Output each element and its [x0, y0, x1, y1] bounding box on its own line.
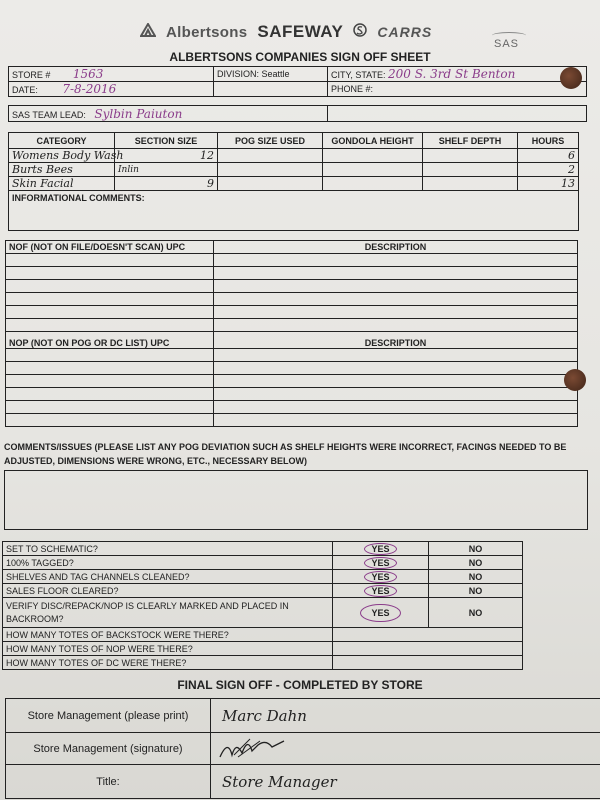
checklist-table: [2, 541, 523, 670]
section-size-header: SECTION SIZE: [115, 133, 218, 149]
informational-comments-label: INFORMATIONAL COMMENTS:: [12, 193, 145, 203]
no-label: NO: [468, 543, 483, 554]
shelf-depth-cell[interactable]: [423, 149, 518, 163]
yes-label: YES: [364, 585, 396, 597]
table-row: [3, 542, 523, 556]
date-cell[interactable]: [9, 82, 214, 97]
table-row: [6, 362, 578, 375]
table-row: [3, 598, 523, 628]
yes-label: YES: [364, 557, 396, 569]
checklist-question: 100% TAGGED?: [3, 556, 333, 570]
table-row: [6, 254, 578, 267]
checklist-question: SET TO SCHEMATIC?: [3, 542, 333, 556]
phone-label: PHONE #:: [331, 84, 374, 94]
comments-label-line2: ADJUSTED, DIMENSIONS WERE WRONG, ETC., NECESSARY BELOW): [4, 456, 308, 466]
nop-description-cell[interactable]: [214, 375, 578, 388]
table-row: [6, 319, 578, 332]
sas-logo: SAS: [494, 38, 520, 50]
pog-size-cell[interactable]: [218, 149, 323, 163]
yes-label: YES: [360, 604, 400, 622]
category-cell[interactable]: Burts Bees: [9, 163, 115, 177]
yes-option[interactable]: [333, 542, 429, 556]
checklist-question: [3, 598, 333, 628]
team-lead-label: SAS TEAM LEAD:: [12, 109, 86, 120]
category-table: [8, 132, 579, 231]
shelf-depth-cell[interactable]: [423, 163, 518, 177]
table-row: [3, 656, 523, 670]
pog-size-cell[interactable]: [218, 177, 323, 191]
hours-cell[interactable]: 2: [518, 163, 579, 177]
mgmt-signature-label: Store Management (signature): [6, 733, 211, 765]
table-row: [6, 280, 578, 293]
store-info-table: [8, 66, 587, 97]
final-sign-off-title: FINAL SIGN OFF - COMPLETED BY STORE: [177, 678, 423, 692]
nof-description-cell[interactable]: [214, 306, 578, 319]
yes-option[interactable]: [333, 556, 429, 570]
checklist-question-line1: VERIFY DISC/REPACK/NOP IS CLEARLY MARKED AND PLACED IN: [6, 600, 289, 611]
nof-upc-header: NOF (NOT ON FILE/DOESN'T SCAN) UPC: [6, 241, 214, 254]
safeway-s-icon: [353, 23, 367, 42]
totes-question: HOW MANY TOTES OF BACKSTOCK WERE THERE?: [3, 628, 333, 642]
gondola-height-cell[interactable]: [323, 149, 423, 163]
totes-answer-field[interactable]: [333, 642, 523, 656]
date-value: 7-8-2016: [62, 82, 117, 96]
no-option[interactable]: [429, 556, 523, 570]
mgmt-print-label: Store Management (please print): [6, 699, 211, 733]
nop-upc-cell[interactable]: [6, 375, 214, 388]
nop-upc-cell[interactable]: [6, 401, 214, 414]
nop-description-cell[interactable]: [214, 362, 578, 375]
team-lead-value: Sylbin Paiuton: [94, 106, 183, 121]
table-row: [6, 401, 578, 414]
final-sign-off-table: [5, 698, 600, 799]
team-lead-spacer: [328, 106, 587, 122]
yes-option[interactable]: [333, 598, 429, 628]
store-number-cell[interactable]: [9, 67, 214, 82]
category-header: CATEGORY: [9, 133, 115, 149]
table-row: [3, 628, 523, 642]
informational-comments-field[interactable]: [9, 191, 579, 231]
division-value: Seattle: [261, 69, 290, 79]
category-cell[interactable]: Skin Facial: [9, 177, 115, 191]
albertsons-logo-icon: [140, 23, 156, 42]
table-row: [3, 584, 523, 598]
totes-question: HOW MANY TOTES OF DC WERE THERE?: [3, 656, 333, 670]
no-option[interactable]: [429, 542, 523, 556]
table-row: [6, 375, 578, 388]
table-row: [3, 642, 523, 656]
checklist-question-line2: BACKROOM?: [6, 613, 64, 624]
pog-size-cell[interactable]: [218, 163, 323, 177]
nof-upc-cell[interactable]: [6, 267, 214, 280]
table-row: [6, 388, 578, 401]
nop-upc-cell[interactable]: [6, 388, 214, 401]
no-label: NO: [468, 607, 483, 618]
nop-upc-cell[interactable]: [6, 414, 214, 427]
checklist-question: SALES FLOOR CLEARED?: [3, 584, 333, 598]
title-value: Store Manager: [222, 772, 337, 791]
nop-upc-header: NOP (NOT ON POG OR DC LIST) UPC: [6, 332, 214, 349]
table-row: [3, 570, 523, 584]
brand-logos: [140, 20, 432, 44]
gondola-height-header: GONDOLA HEIGHT: [323, 133, 423, 149]
table-row: [9, 149, 579, 163]
gondola-height-cell[interactable]: [323, 163, 423, 177]
comments-label-line1: COMMENTS/ISSUES (PLEASE LIST ANY POG DEVIATION SUCH AS SHELF HEIGHTS WERE INCORRECT, FACINGS NEEDED TO BE: [4, 442, 567, 452]
comments-field[interactable]: [4, 470, 588, 530]
table-row: [9, 163, 579, 177]
hours-cell[interactable]: 6: [518, 149, 579, 163]
nof-description-cell[interactable]: [214, 267, 578, 280]
nof-description-cell[interactable]: [214, 280, 578, 293]
nof-upc-cell[interactable]: [6, 280, 214, 293]
checklist-question: SHELVES AND TAG CHANNELS CLEANED?: [3, 570, 333, 584]
nof-description-cell[interactable]: [214, 254, 578, 267]
section-size-cell[interactable]: 9: [115, 177, 218, 191]
table-row: [6, 293, 578, 306]
binder-hole-middle: [564, 369, 586, 391]
nop-description-cell[interactable]: [214, 414, 578, 427]
title-field[interactable]: [211, 765, 600, 799]
shelf-depth-cell[interactable]: [423, 177, 518, 191]
store-number-label: STORE #: [12, 70, 51, 80]
no-option[interactable]: [429, 598, 523, 628]
phone-cell[interactable]: [328, 82, 587, 97]
hours-cell[interactable]: 13: [518, 177, 579, 191]
no-label: NO: [468, 571, 483, 582]
table-row: [6, 267, 578, 280]
nop-description-cell[interactable]: [214, 349, 578, 362]
nof-description-cell[interactable]: [214, 319, 578, 332]
no-label: NO: [468, 585, 483, 596]
mgmt-signature-field[interactable]: [211, 733, 600, 765]
section-size-cell[interactable]: 12: [115, 149, 218, 163]
pog-size-header: POG SIZE USED: [218, 133, 323, 149]
hours-header: HOURS: [518, 133, 579, 149]
brand-carrs: CARRS: [377, 24, 433, 40]
nop-description-header: DESCRIPTION: [214, 332, 578, 349]
no-option[interactable]: [429, 570, 523, 584]
page-title: ALBERTSONS COMPANIES SIGN OFF SHEET: [169, 50, 431, 64]
comments-instructions: [4, 440, 584, 468]
nop-description-cell[interactable]: [214, 388, 578, 401]
nof-nop-table: [5, 240, 578, 427]
team-lead-cell[interactable]: [9, 106, 328, 122]
nof-upc-cell[interactable]: [6, 254, 214, 267]
shelf-depth-header: SHELF DEPTH: [423, 133, 518, 149]
mgmt-print-value: Marc Dahn: [222, 706, 307, 725]
nof-upc-cell[interactable]: [6, 293, 214, 306]
nop-upc-cell[interactable]: [6, 362, 214, 375]
yes-option[interactable]: [333, 584, 429, 598]
brand-albertsons: Albertsons: [166, 23, 248, 41]
table-row: [3, 556, 523, 570]
nof-description-header: DESCRIPTION: [214, 241, 578, 254]
city-state-value: 200 S. 3rd St Benton: [388, 67, 516, 81]
nof-upc-cell[interactable]: [6, 306, 214, 319]
yes-label: YES: [364, 571, 396, 583]
title-label: Title:: [6, 765, 211, 799]
nof-description-cell[interactable]: [214, 293, 578, 306]
team-lead-table: [8, 105, 587, 122]
category-cell[interactable]: Womens Body Wash: [9, 149, 115, 163]
section-size-cell[interactable]: Inlin: [115, 163, 218, 177]
date-label: DATE:: [12, 85, 38, 95]
table-row: [9, 177, 579, 191]
nop-upc-cell[interactable]: [6, 349, 214, 362]
table-row: [6, 349, 578, 362]
nop-description-cell[interactable]: [214, 401, 578, 414]
yes-label: YES: [364, 543, 396, 555]
division-label: DIVISION:: [217, 69, 260, 79]
division-cell[interactable]: [214, 67, 328, 82]
signature-image: [214, 735, 294, 761]
binder-hole-top: [560, 67, 582, 89]
brand-safeway: SAFEWAY: [257, 22, 344, 41]
nof-upc-cell[interactable]: [6, 319, 214, 332]
city-state-cell[interactable]: [328, 67, 587, 82]
table-row: [6, 414, 578, 427]
totes-answer-field[interactable]: [333, 656, 523, 670]
yes-option[interactable]: [333, 570, 429, 584]
mgmt-print-field[interactable]: [211, 699, 600, 733]
no-label: NO: [468, 557, 483, 568]
no-option[interactable]: [429, 584, 523, 598]
table-row: [6, 306, 578, 319]
gondola-height-cell[interactable]: [323, 177, 423, 191]
store-number-value: 1563: [72, 67, 104, 81]
date-spacer-cell: [214, 82, 328, 97]
city-state-label: CITY, STATE:: [331, 70, 386, 80]
totes-answer-field[interactable]: [333, 628, 523, 642]
totes-question: HOW MANY TOTES OF NOP WERE THERE?: [3, 642, 333, 656]
